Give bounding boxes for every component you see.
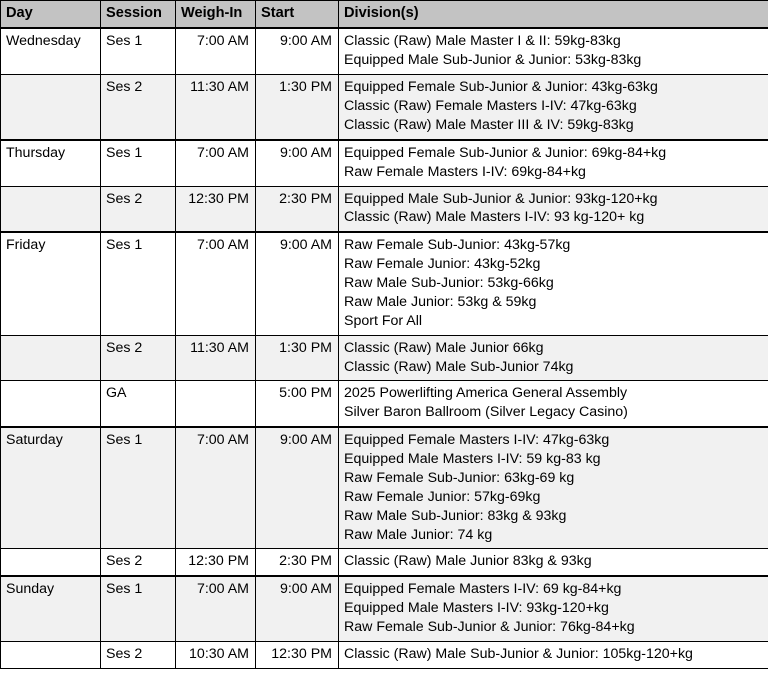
cell-start: 9:00 AM [256, 576, 339, 641]
division-line: Equipped Female Sub-Junior & Junior: 43kg-63kg [344, 79, 658, 96]
division-line: Raw Male Sub-Junior: 83kg & 93kg [344, 507, 567, 524]
cell-divisions [339, 186, 768, 232]
division-line: Equipped Female Masters I-IV: 69 kg-84+kg [344, 581, 622, 598]
division-line: Equipped Female Masters I-IV: 47kg-63kg [344, 432, 610, 449]
cell-day [1, 381, 101, 427]
division-line: Classic (Raw) Male Master I & II: 59kg-83kg [344, 33, 621, 50]
column-header-divisions: Division(s) [339, 1, 768, 29]
cell-weigh-in: 7:00 AM [176, 140, 256, 186]
cell-session: GA [101, 381, 176, 427]
cell-weigh-in: 7:00 AM [176, 28, 256, 74]
table-row [1, 75, 768, 140]
cell-day [1, 335, 101, 381]
cell-start: 9:00 AM [256, 28, 339, 74]
table-row [1, 232, 768, 335]
cell-start: 9:00 AM [256, 140, 339, 186]
cell-day: Wednesday [1, 28, 101, 74]
cell-divisions [339, 427, 768, 549]
cell-weigh-in: 10:30 AM [176, 641, 256, 668]
table-header-row [1, 1, 768, 29]
division-line: Equipped Male Masters I-IV: 93kg-120+kg [344, 600, 609, 617]
table-row [1, 549, 768, 576]
cell-divisions [339, 381, 768, 427]
division-line: Classic (Raw) Male Master III & IV: 59kg-83kg [344, 116, 634, 133]
cell-session: Ses 2 [101, 641, 176, 668]
column-header-session: Session [101, 1, 176, 29]
cell-session: Ses 1 [101, 28, 176, 74]
cell-weigh-in: 12:30 PM [176, 549, 256, 576]
division-line: 2025 Powerlifting America General Assembly [344, 385, 628, 402]
division-line: Raw Female Sub-Junior: 43kg-57kg [344, 237, 571, 254]
table-row [1, 381, 768, 427]
table-row [1, 641, 768, 668]
cell-day: Friday [1, 232, 101, 335]
division-line: Raw Female Sub-Junior & Junior: 76kg-84+kg [344, 619, 635, 636]
column-header-start: Start [256, 1, 339, 29]
division-line: Raw Female Junior: 43kg-52kg [344, 256, 541, 273]
cell-weigh-in: 11:30 AM [176, 75, 256, 140]
division-line: Raw Male Junior: 53kg & 59kg [344, 293, 537, 310]
table-body [1, 28, 768, 668]
table-row [1, 140, 768, 186]
division-line: Classic (Raw) Female Masters I-IV: 47kg-63kg [344, 98, 637, 115]
table-row [1, 28, 768, 74]
division-line: Equipped Male Sub-Junior & Junior: 93kg-120+kg [344, 190, 658, 207]
column-header-day: Day [1, 1, 101, 29]
cell-session: Ses 2 [101, 75, 176, 140]
division-line: Silver Baron Ballroom (Silver Legacy Casino) [344, 404, 628, 421]
column-header-weigh-in: Weigh-In [176, 1, 256, 29]
cell-weigh-in: 7:00 AM [176, 427, 256, 549]
cell-divisions [339, 75, 768, 140]
table-row [1, 335, 768, 381]
cell-session: Ses 1 [101, 576, 176, 641]
cell-divisions [339, 549, 768, 576]
cell-divisions [339, 232, 768, 335]
cell-start: 12:30 PM [256, 641, 339, 668]
cell-start: 2:30 PM [256, 186, 339, 232]
cell-start: 9:00 AM [256, 427, 339, 549]
cell-session: Ses 2 [101, 186, 176, 232]
division-line: Raw Male Sub-Junior: 53kg-66kg [344, 275, 554, 292]
cell-day [1, 186, 101, 232]
table-header [1, 1, 768, 29]
cell-session: Ses 1 [101, 140, 176, 186]
table-row [1, 427, 768, 549]
cell-session: Ses 1 [101, 427, 176, 549]
cell-weigh-in [176, 381, 256, 427]
division-line: Raw Female Masters I-IV: 69kg-84+kg [344, 163, 586, 180]
cell-start: 1:30 PM [256, 335, 339, 381]
cell-session: Ses 1 [101, 232, 176, 335]
table-row [1, 576, 768, 641]
cell-start: 1:30 PM [256, 75, 339, 140]
division-line: Classic (Raw) Male Sub-Junior & Junior: 105kg-120+kg [344, 645, 693, 662]
cell-session: Ses 2 [101, 335, 176, 381]
cell-day [1, 75, 101, 140]
cell-divisions [339, 140, 768, 186]
division-line: Raw Female Sub-Junior: 63kg-69 kg [344, 469, 575, 486]
cell-day [1, 641, 101, 668]
cell-weigh-in: 12:30 PM [176, 186, 256, 232]
cell-session: Ses 2 [101, 549, 176, 576]
division-line: Sport For All [344, 312, 423, 329]
cell-day: Thursday [1, 140, 101, 186]
cell-day: Sunday [1, 576, 101, 641]
cell-divisions [339, 576, 768, 641]
division-line: Equipped Female Sub-Junior & Junior: 69kg-84+kg [344, 144, 667, 161]
division-line: Raw Male Junior: 74 kg [344, 526, 493, 543]
cell-start: 9:00 AM [256, 232, 339, 335]
division-line: Equipped Male Sub-Junior & Junior: 53kg-83kg [344, 52, 642, 69]
division-line: Classic (Raw) Male Junior 66kg [344, 339, 544, 356]
division-line: Raw Female Junior: 57kg-69kg [344, 488, 541, 505]
division-line: Classic (Raw) Male Masters I-IV: 93 kg-120+ kg [344, 209, 645, 226]
cell-divisions [339, 28, 768, 74]
division-line: Classic (Raw) Male Junior 83kg & 93kg [344, 553, 592, 570]
cell-divisions [339, 335, 768, 381]
cell-day [1, 549, 101, 576]
cell-day: Saturday [1, 427, 101, 549]
cell-weigh-in: 7:00 AM [176, 232, 256, 335]
division-line: Equipped Male Masters I-IV: 59 kg-83 kg [344, 451, 601, 468]
cell-start: 5:00 PM [256, 381, 339, 427]
cell-weigh-in: 7:00 AM [176, 576, 256, 641]
cell-divisions [339, 641, 768, 668]
table-row [1, 186, 768, 232]
cell-start: 2:30 PM [256, 549, 339, 576]
division-line: Classic (Raw) Male Sub-Junior 74kg [344, 358, 574, 375]
cell-weigh-in: 11:30 AM [176, 335, 256, 381]
